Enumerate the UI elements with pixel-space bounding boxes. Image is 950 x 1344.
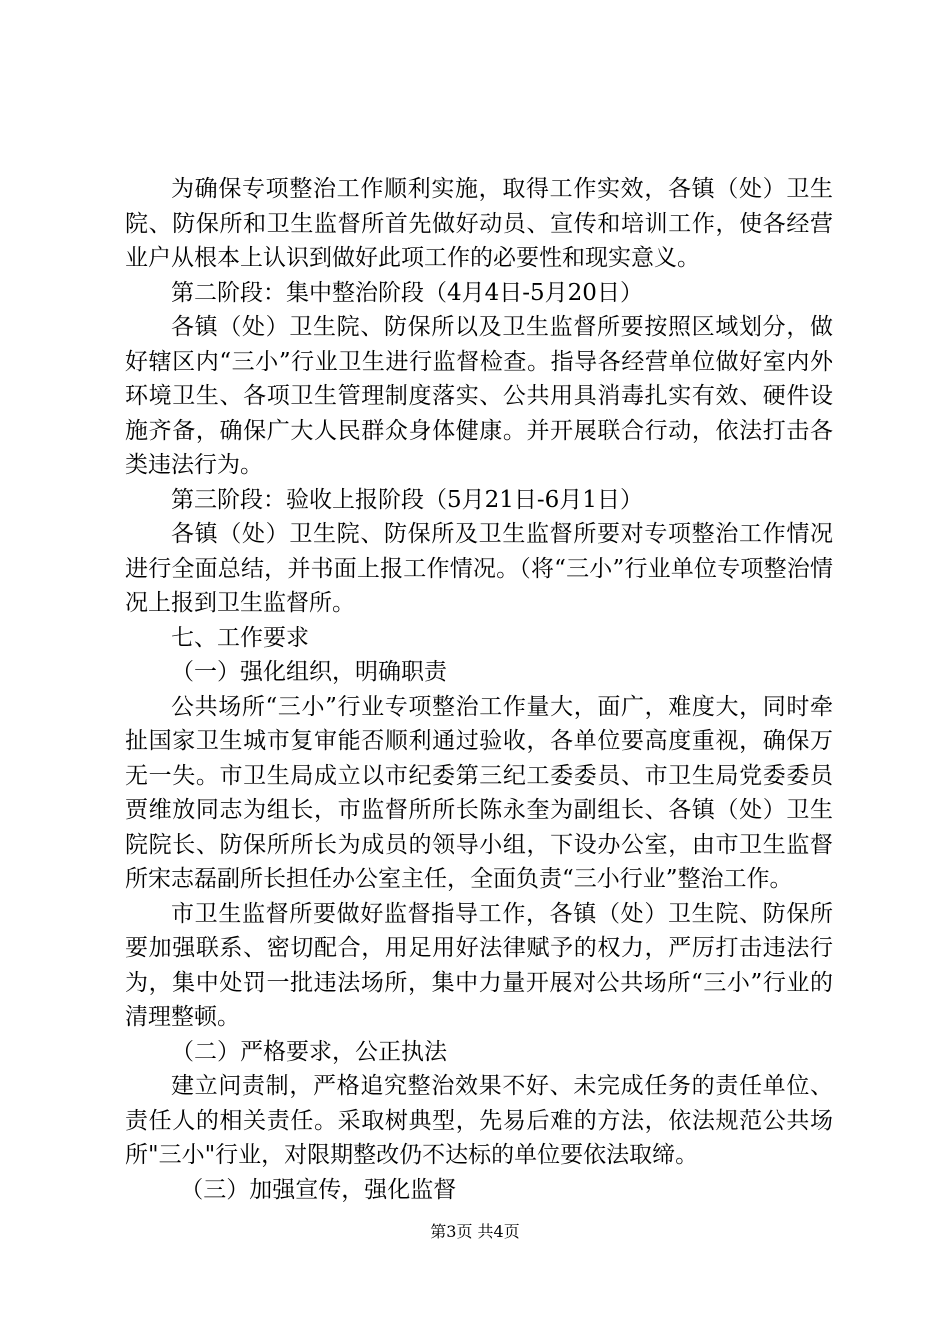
heading-work-requirements: 七、工作要求 — [171, 624, 309, 651]
document-body — [125, 172, 833, 1207]
paragraph-accountability: 建立问责制，严格追究整治效果不好、未完成任务的责任单位、责任人的相关责任。采取树典型，先易后难的方法，依法规范公共场所"三小"行业，对限期整改仍不达标的单位要依法取缔。 — [125, 1073, 833, 1168]
paragraph-preparation: 为确保专项整治工作顺利实施，取得工作实效，各镇（处）卫生院、防保所和卫生监督所首先做好动员、宣传和培训工作，使各经营业户从根本上认识到做好此项工作的必要性和现实意义。 — [125, 176, 833, 271]
subheading-publicity: （三）加强宣传，强化监督 — [180, 1176, 457, 1203]
subheading-strict-requirements: （二）严格要求，公正执法 — [171, 1038, 447, 1065]
subheading-organization: （一）强化组织，明确职责 — [171, 659, 447, 685]
paragraph-supervision: 市卫生监督所要做好监督指导工作，各镇（处）卫生院、防保所要加强联系、密切配合，用足用好法律赋予的权力，严厉打击违法行为，集中处罚一批违法场所，集中力量开展对公共场所“三小”行业的清理整顿。 — [125, 900, 833, 1030]
paragraph-stage-two: 各镇（处）卫生院、防保所以及卫生监督所要按照区域划分，做好辖区内“三小”行业卫生进行监督检查。指导各经营单位做好室内外环境卫生、各项卫生管理制度落实、公共用具消毒扎实有效、硬件设施齐备，确保广大人民群众身体健康。并开展联合行动，依法打击各类违法行为。 — [125, 314, 833, 478]
paragraph-organization: 公共场所“三小”行业专项整治工作量大，面广，难度大，同时牵扯国家卫生城市复审能否顺利通过验收，各单位要高度重视，确保万无一失。市卫生局成立以市纪委第三纪工委委员、市卫生局党委委员贾维放同志为组长，市监督所所长陈永奎为副组长、各镇（处）卫生院院长、防保所所长为成员的领导小组，下设办公室，由市卫生监督所宋志磊副所长担任办公室主任，全面负责“三小行业”整治工作。 — [125, 693, 833, 892]
paragraph-stage-three: 各镇（处）卫生院、防保所及卫生监督所要对专项整治工作情况进行全面总结，并书面上报工作情况。（将“三小”行业单位专项整治情况上报到卫生监督所。 — [125, 521, 833, 616]
page-number-footer: 第3页 共4页 — [430, 1222, 520, 1241]
heading-stage-two: 第二阶段：集中整治阶段（4月4日-5月20日） — [171, 279, 643, 306]
heading-stage-three: 第三阶段：验收上报阶段（5月21日-6月1日） — [171, 486, 643, 513]
